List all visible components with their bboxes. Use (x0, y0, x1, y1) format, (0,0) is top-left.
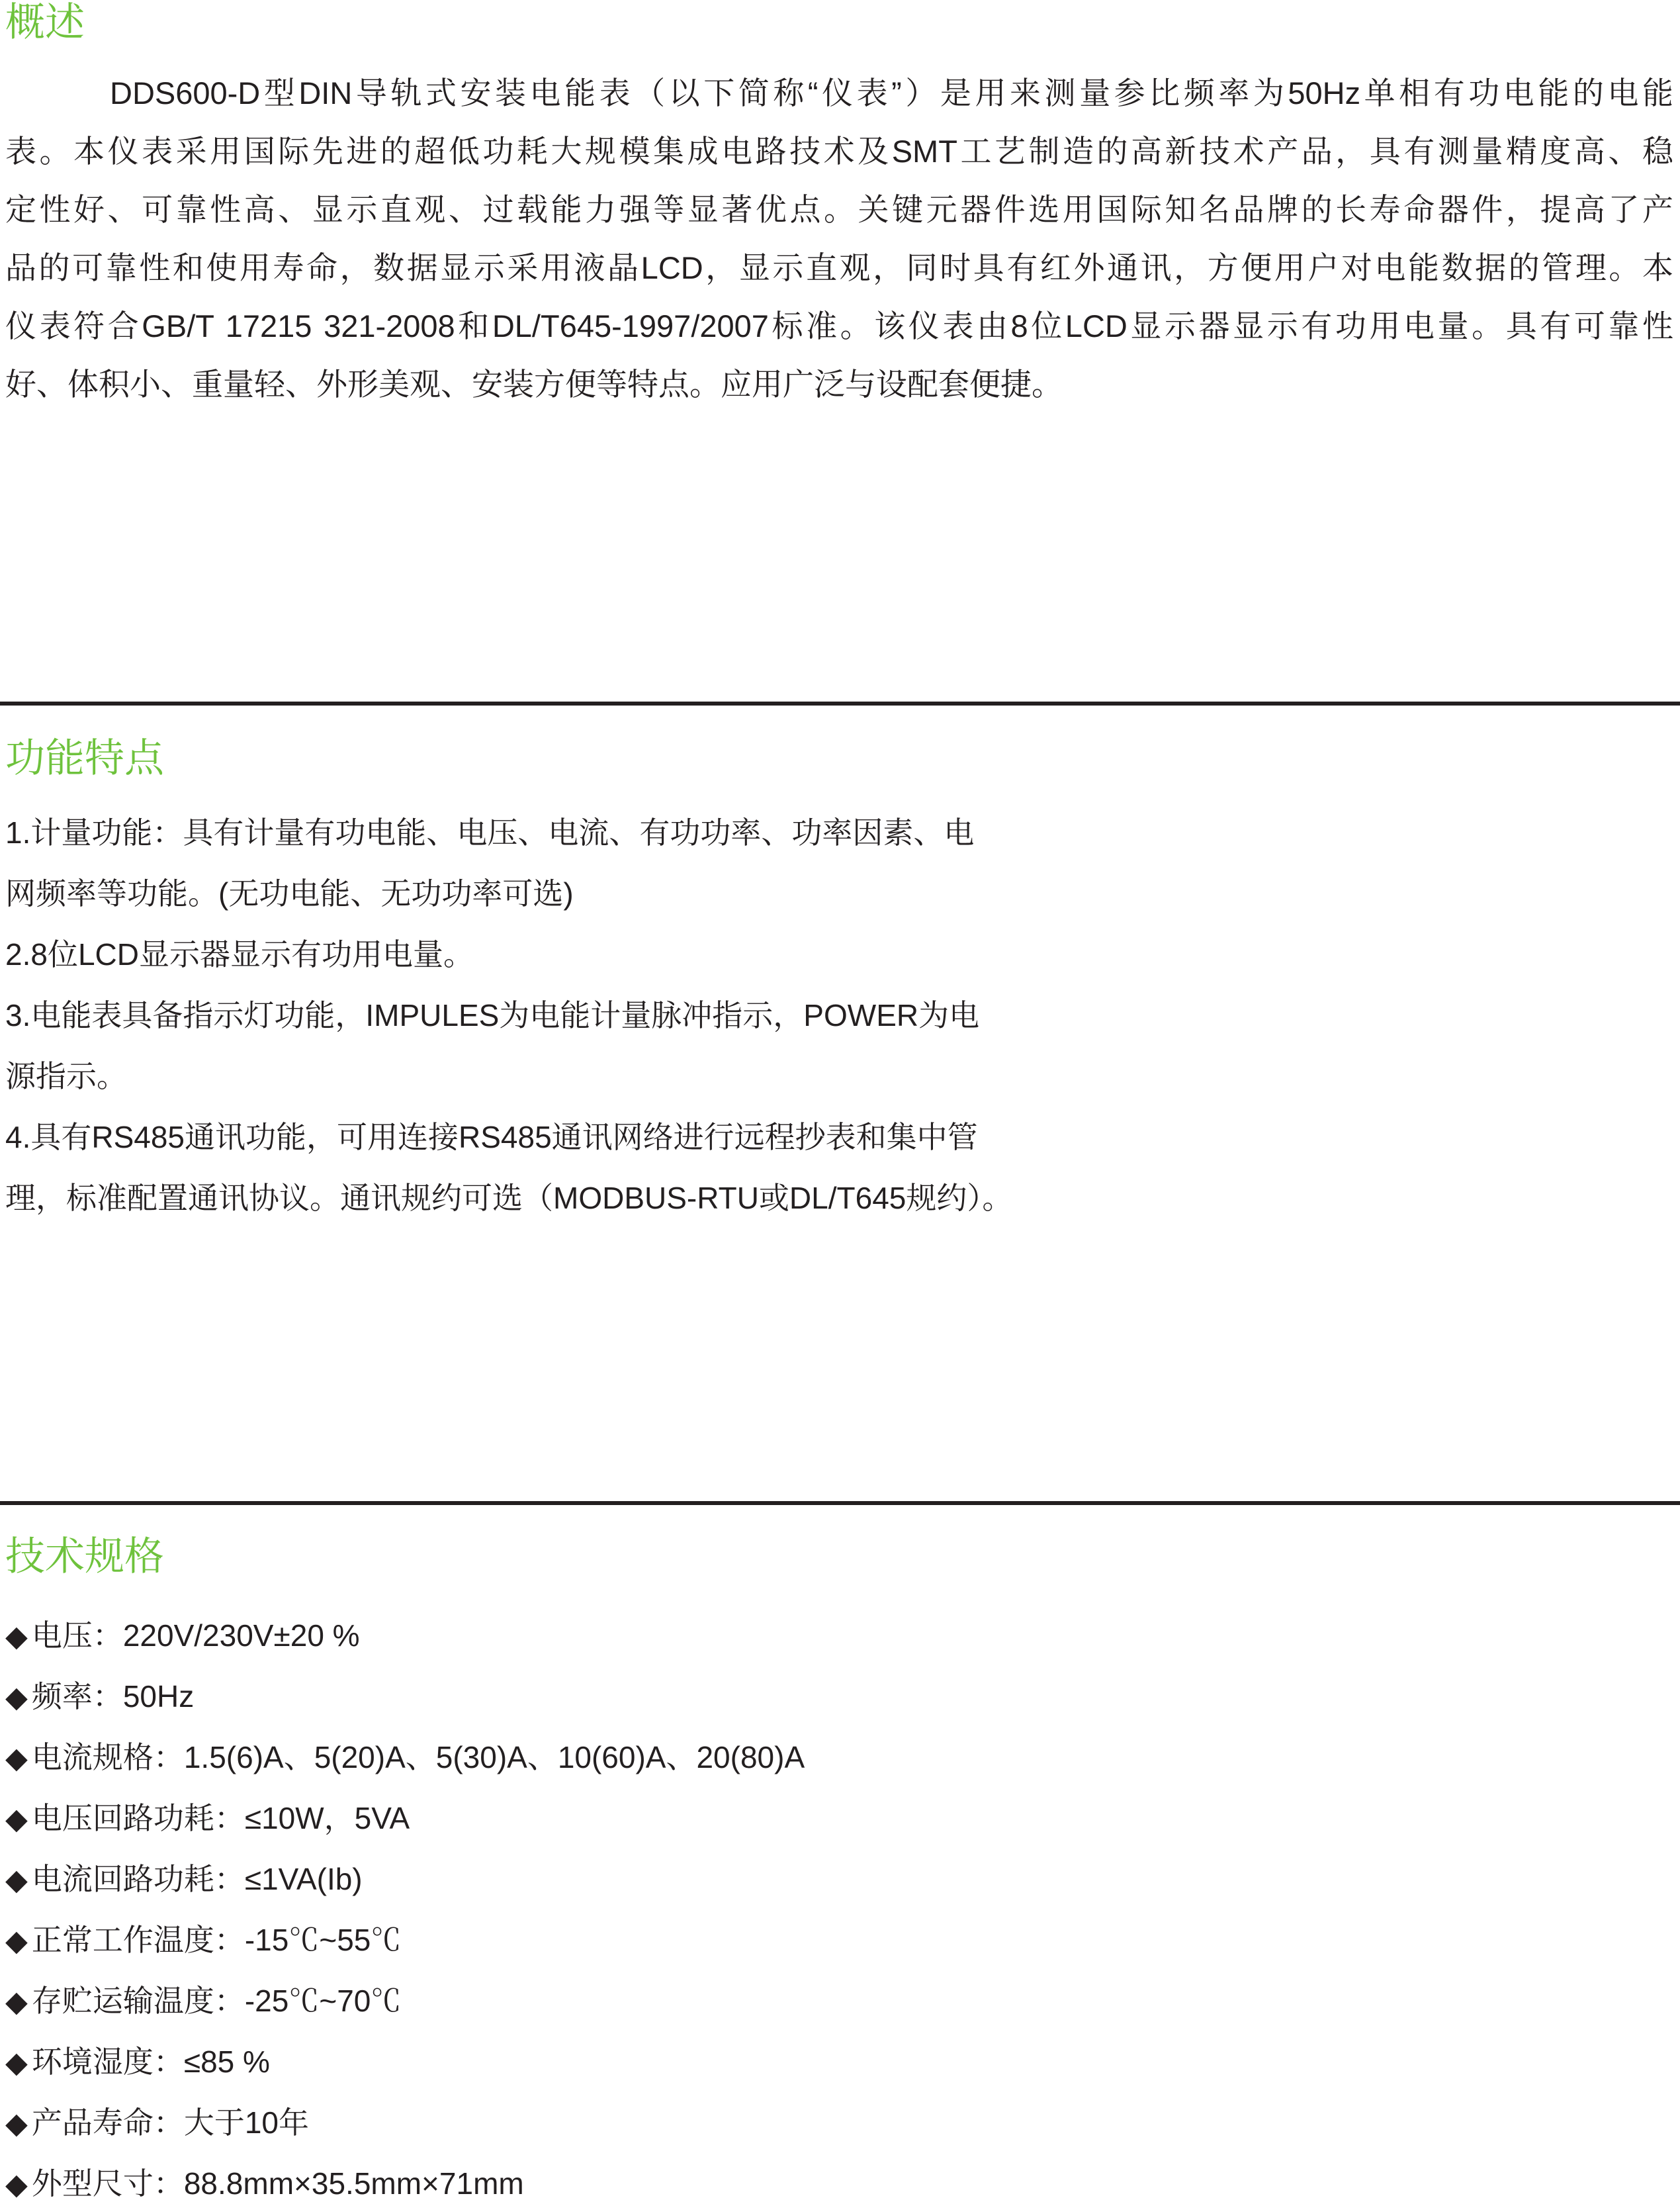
spec-item (5, 2032, 1680, 2093)
diamond-bullet-icon: ◆ (5, 1681, 28, 1714)
spec-item-text: 电压：220V/230V±20 % (31, 1618, 360, 1653)
spec-item-text: 电流规格：1.5(6)A、5(20)A、5(30)A、10(60)A、20(80)A (31, 1740, 805, 1774)
features-section (5, 737, 1680, 1228)
diamond-bullet-icon: ◆ (5, 1864, 28, 1896)
overview-paragraph-line: 仪表符合GB/T 17215 321-2008和DL/T645-1997/2007标准。该仪表由8位LCD显示器显示有功用电量。具有可靠性 (5, 308, 1673, 344)
diamond-bullet-icon: ◆ (5, 1986, 28, 2018)
diamond-bullet-icon: ◆ (5, 1620, 28, 1653)
spec-item (5, 1910, 1680, 1971)
overview-heading: 概述 (5, 0, 85, 44)
spec-item-text: 频率：50Hz (31, 1679, 195, 1714)
diamond-bullet-icon: ◆ (5, 2168, 28, 2200)
spec-item-text: 产品寿命：大于10年 (31, 2105, 310, 2140)
overview-paragraph-line: DDS600-D型DIN导轨式安装电能表（以下简称“仪表”）是用来测量参比频率为50Hz单相有功电能的电能 (110, 75, 1673, 111)
overview-section (5, 0, 1680, 414)
spec-item (5, 1971, 1680, 2032)
overview-paragraph-line: 表。本仪表采用国际先进的超低功耗大规模集成电路技术及SMT工艺制造的高新技术产品，具有测量精度高、稳 (5, 134, 1673, 169)
spec-item-text: 电流回路功耗：≤1VA(Ib) (31, 1862, 363, 1896)
diamond-bullet-icon: ◆ (5, 2046, 28, 2079)
section-divider (0, 1501, 1680, 1505)
spec-item-text: 环境湿度：≤85 % (31, 2044, 270, 2079)
feature-line: 源指示。 (5, 1059, 127, 1093)
overview-paragraph-line: 好、体积小、重量轻、外形美观、安装方便等特点。应用广泛与设配套便捷。 (5, 367, 1063, 402)
features-list (5, 802, 1680, 1228)
spec-item (5, 1788, 1680, 1849)
overview-paragraph (5, 64, 1673, 414)
spec-item-text: 存贮运输温度：-25℃~70℃ (31, 1984, 402, 2018)
specs-heading: 技术规格 (5, 1534, 164, 1579)
spec-item (5, 1667, 1680, 1727)
diamond-bullet-icon: ◆ (5, 1803, 28, 1835)
overview-paragraph-line: 品的可靠性和使用寿命，数据显示采用液晶LCD，显示直观，同时具有红外通讯，方便用户对电能数据的管理。本 (5, 250, 1673, 285)
spec-item (5, 2154, 1680, 2200)
feature-line: 网频率等功能。(无功电能、无功功率可选) (5, 876, 574, 911)
spec-item (5, 1849, 1680, 1910)
spec-item-text: 外型尺寸：88.8mm×35.5mm×71mm (31, 2166, 524, 2200)
spec-item (5, 2093, 1680, 2154)
specs-list (5, 1606, 1680, 2200)
diamond-bullet-icon: ◆ (5, 2107, 28, 2140)
diamond-bullet-icon: ◆ (5, 1742, 28, 1774)
feature-line: 1.计量功能：具有计量有功电能、电压、电流、有功功率、功率因素、电 (5, 815, 975, 850)
features-heading: 功能特点 (5, 736, 164, 780)
feature-line: 理，标准配置通讯协议。通讯规约可选（MODBUS-RTU或DL/T645规约）。 (5, 1181, 1013, 1215)
spec-item (5, 1606, 1680, 1667)
overview-paragraph-line: 定性好、可靠性高、显示直观、过载能力强等显著优点。关键元器件选用国际知名品牌的长寿命器件，提高了产 (5, 192, 1673, 227)
feature-line: 3.电能表具备指示灯功能，IMPULES为电能计量脉冲指示，POWER为电 (5, 998, 980, 1032)
spec-item-text: 电压回路功耗：≤10W，5VA (31, 1801, 410, 1835)
diamond-bullet-icon: ◆ (5, 1925, 28, 1957)
section-divider (0, 702, 1680, 706)
feature-line: 2.8位LCD显示器显示有功用电量。 (5, 937, 474, 972)
feature-line: 4.具有RS485通讯功能，可用连接RS485通讯网络进行远程抄表和集中管 (5, 1120, 978, 1154)
spec-item-text: 正常工作温度：-15℃~55℃ (31, 1923, 402, 1957)
spec-item (5, 1727, 1680, 1788)
specs-section (5, 1535, 1680, 2200)
